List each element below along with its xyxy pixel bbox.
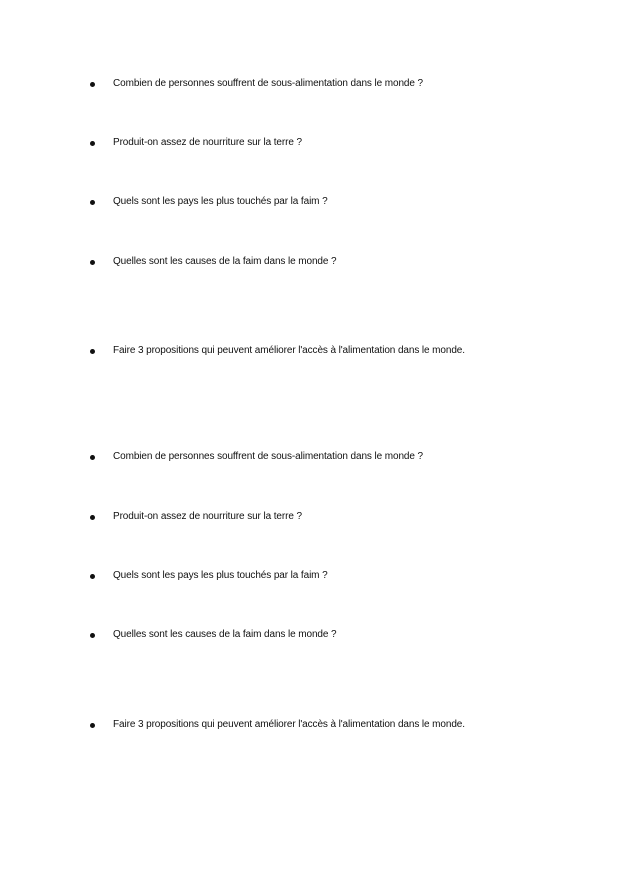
list-item [88, 343, 465, 359]
list-item [88, 76, 423, 92]
question-text: Quelles sont les causes de la faim dans le monde ? [113, 256, 337, 267]
question-text: Faire 3 propositions qui peuvent améliorer l'accès à l'alimentation dans le monde. [113, 719, 465, 730]
question-text: Combien de personnes souffrent de sous-alimentation dans le monde ? [113, 451, 423, 462]
question-text: Produit-on assez de nourriture sur la terre ? [113, 511, 302, 522]
bullet-icon [90, 141, 95, 146]
question-text: Faire 3 propositions qui peuvent améliorer l'accès à l'alimentation dans le monde. [113, 345, 465, 356]
list-item [88, 254, 336, 270]
list-item [88, 568, 328, 584]
question-text: Quels sont les pays les plus touchés par la faim ? [113, 196, 328, 207]
bullet-icon [90, 349, 95, 354]
bullet-icon [90, 455, 95, 460]
question-text: Quels sont les pays les plus touchés par la faim ? [113, 570, 328, 581]
bullet-icon [90, 515, 95, 520]
bullet-icon [90, 633, 95, 638]
question-text: Combien de personnes souffrent de sous-alimentation dans le monde ? [113, 78, 423, 89]
list-item [88, 449, 423, 465]
question-text: Quelles sont les causes de la faim dans le monde ? [113, 629, 337, 640]
list-item [88, 135, 302, 151]
bullet-icon [90, 200, 95, 205]
question-text: Produit-on assez de nourriture sur la terre ? [113, 137, 302, 148]
list-item [88, 717, 465, 733]
list-item [88, 509, 302, 525]
bullet-icon [90, 574, 95, 579]
list-item [88, 194, 328, 210]
list-item [88, 627, 336, 643]
bullet-icon [90, 260, 95, 265]
bullet-icon [90, 82, 95, 87]
bullet-icon [90, 723, 95, 728]
